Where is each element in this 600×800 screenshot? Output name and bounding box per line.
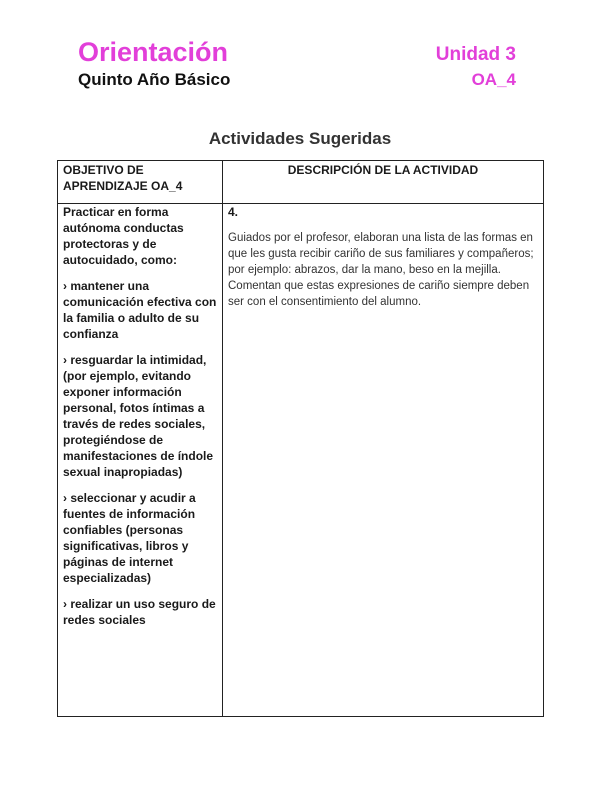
objective-item: › resguardar la intimidad, (por ejemplo, evitando exponer información personal, fotos íntimas a través de redes sociales, protegiéndose de manifestaciones de índole sexual inapropiadas) — [63, 353, 214, 479]
page-title: Orientación — [78, 37, 229, 67]
column-divider — [222, 161, 223, 716]
page-subtitle: Quinto Año Básico — [78, 70, 231, 89]
oa-code-label: OA_4 — [471, 70, 516, 89]
objective-item: › realizar un uso seguro de redes sociales — [63, 597, 216, 627]
description-column-header: DESCRIPCIÓN DE LA ACTIVIDAD — [287, 163, 479, 177]
objective-intro: Practicar en forma autónoma conductas protectoras y de autocuidado, como: — [63, 205, 184, 267]
activity-number: 4. — [228, 205, 239, 219]
activity-description: Guiados por el profesor, elaboran una lista de las formas en que les gusta recibir cariño de sus familiares y compañeros; por ejemplo: abrazos, dar la mano, beso en la mejilla. Comentan que estas expresiones de cariño siempre deben ser con el consentimiento del alumno. — [228, 232, 534, 308]
activity-cell — [228, 204, 540, 310]
activities-table — [57, 160, 544, 717]
page-header — [78, 36, 518, 96]
section-title: Actividades Sugeridas — [208, 129, 392, 148]
unit-label: Unidad 3 — [435, 44, 516, 65]
objective-column-header: OBJETIVO DE APRENDIZAJE OA_4 — [63, 163, 183, 193]
objective-cell — [63, 204, 218, 638]
objective-item: › mantener una comunicación efectiva con la familia o adulto de su confianza — [63, 279, 217, 341]
objective-item: › seleccionar y acudir a fuentes de información confiables (personas significativas, libros y páginas de internet especializadas) — [63, 491, 196, 585]
